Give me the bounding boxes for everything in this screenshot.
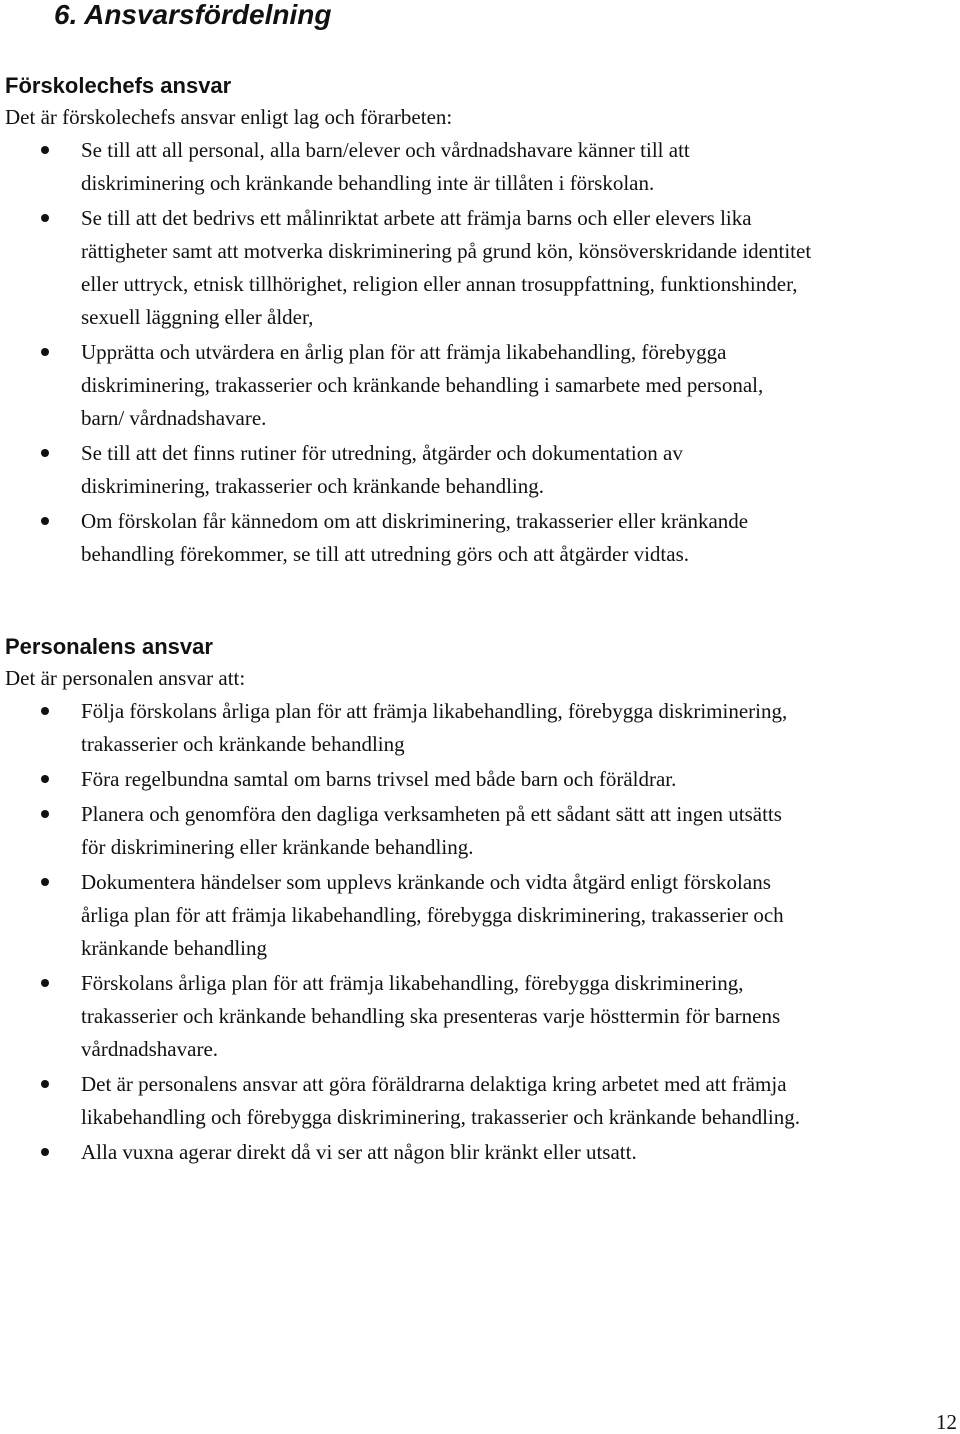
list-item-line: Se till att det finns rutiner för utredning, åtgärder och dokumentation av — [81, 441, 683, 465]
list-item-line: Upprätta och utvärdera en årlig plan för att främja likabehandling, förebygga — [81, 340, 727, 364]
list-item-line: behandling förekommer, se till att utredning görs och att åtgärder vidtas. — [81, 542, 689, 566]
list-item-line: diskriminering, trakasserier och kränkande behandling. — [81, 474, 545, 498]
list-item-line: Föra regelbundna samtal om barns trivsel med både barn och föräldrar. — [81, 767, 677, 791]
list-item — [5, 134, 960, 200]
list-item-line: Dokumentera händelser som upplevs kränkande och vidta åtgärd enligt förskolans — [81, 870, 771, 894]
bullet-icon — [41, 1080, 49, 1088]
bullet-icon — [41, 348, 49, 356]
list-item-line: trakasserier och kränkande behandling — [81, 732, 405, 756]
bullet-icon — [41, 214, 49, 222]
bullet-icon — [41, 810, 49, 818]
list-item — [5, 866, 960, 965]
bullet-icon — [41, 1148, 49, 1156]
list-item — [5, 1068, 960, 1134]
list-item — [5, 336, 960, 435]
list-item-line: likabehandling och förebygga diskriminering, trakasserier och kränkande behandling. — [81, 1105, 801, 1129]
list-item-line: Om förskolan får kännedom om att diskriminering, trakasserier eller kränkande — [81, 509, 749, 533]
section-personal — [5, 632, 960, 1171]
list-item — [5, 437, 960, 503]
section-heading: Förskolechefs ansvar — [5, 73, 232, 98]
bullet-icon — [41, 979, 49, 987]
list-item-line: rättigheter samt att motverka diskriminering på grund kön, könsöverskridande identitet — [81, 239, 812, 263]
list-item — [5, 695, 960, 761]
list-item — [5, 798, 960, 864]
list-item-line: kränkande behandling — [81, 936, 268, 960]
bullet-list — [5, 695, 960, 1169]
list-item-line: Alla vuxna agerar direkt då vi ser att någon blir kränkt eller utsatt. — [81, 1140, 637, 1164]
bullet-icon — [41, 878, 49, 886]
list-item — [5, 202, 960, 334]
list-item-line: diskriminering, trakasserier och kränkande behandling i samarbete med personal, — [81, 373, 764, 397]
list-item-line: Förskolans årliga plan för att främja likabehandling, förebygga diskriminering, — [81, 971, 744, 995]
list-item-line: årliga plan för att främja likabehandling, förebygga diskriminering, trakasserier och — [81, 903, 784, 927]
section-heading: Personalens ansvar — [5, 634, 213, 659]
list-item-line: vårdnadshavare. — [81, 1037, 219, 1061]
list-item — [5, 967, 960, 1066]
list-item — [5, 1136, 960, 1169]
list-item-line: eller uttryck, etnisk tillhörighet, religion eller annan trosuppfattning, funktionshinder, — [81, 272, 798, 296]
list-item-line: Planera och genomföra den dagliga verksamheten på ett sådant sätt att ingen utsätts — [81, 802, 782, 826]
list-item-line: Se till att all personal, alla barn/elever och vårdnadshavare känner till att — [81, 138, 690, 162]
bullet-list — [5, 134, 960, 571]
bullet-icon — [41, 517, 49, 525]
list-item-line: Det är personalens ansvar att göra föräldrarna delaktiga kring arbetet med att främja — [81, 1072, 787, 1096]
list-item-line: barn/ vårdnadshavare. — [81, 406, 267, 430]
section-intro: Det är personalen ansvar att: — [5, 666, 246, 690]
page-number: 12 — [936, 1410, 957, 1434]
section-intro: Det är förskolechefs ansvar enligt lag och förarbeten: — [5, 105, 453, 129]
chapter-title: 6. Ansvarsfördelning — [54, 0, 332, 30]
list-item-line: Se till att det bedrivs ett målinriktat arbete att främja barns och eller elevers lika — [81, 206, 752, 230]
bullet-icon — [41, 449, 49, 457]
list-item-line: för diskriminering eller kränkande behandling. — [81, 835, 474, 859]
list-item-line: Följa förskolans årliga plan för att främja likabehandling, förebygga diskriminering, — [81, 699, 788, 723]
bullet-icon — [41, 707, 49, 715]
bullet-icon — [41, 775, 49, 783]
list-item-line: sexuell läggning eller ålder, — [81, 305, 314, 329]
list-item-line: diskriminering och kränkande behandling inte är tillåten i förskolan. — [81, 171, 655, 195]
list-item — [5, 505, 960, 571]
list-item — [5, 763, 960, 796]
bullet-icon — [41, 146, 49, 154]
section-forskolechef — [5, 71, 960, 573]
list-item-line: trakasserier och kränkande behandling ska presenteras varje hösttermin för barnens — [81, 1004, 781, 1028]
